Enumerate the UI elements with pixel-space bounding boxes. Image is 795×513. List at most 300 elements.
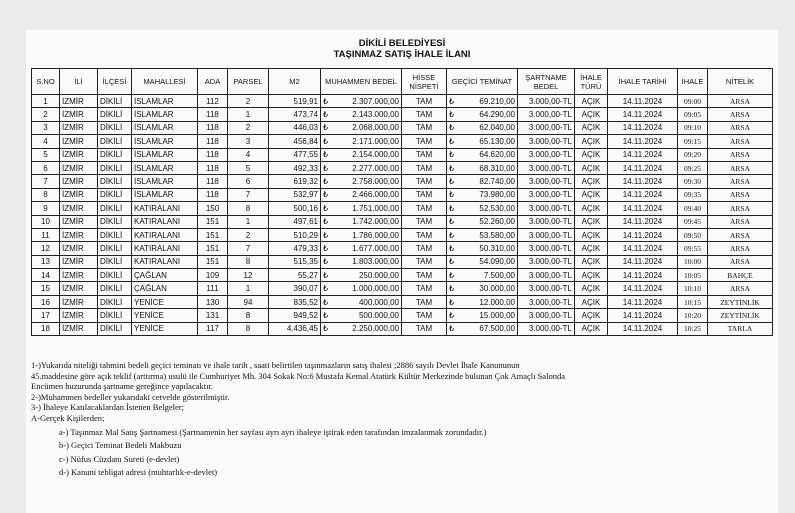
lira-symbol: ₺ [323, 177, 329, 187]
cell-muhammen-bedel [321, 175, 402, 188]
cell-sartname: 3.000,00-TL [518, 295, 575, 308]
cell-hisse: TAM [402, 242, 447, 255]
table-row [32, 95, 773, 108]
cell-ilce: DİKİLİ [98, 135, 132, 148]
cell-nitelik: ARSA [708, 175, 773, 188]
cell-ihale-turu: AÇIK [575, 228, 608, 241]
cell-teminat [447, 161, 518, 174]
cell-sno: 3 [32, 121, 60, 134]
cell-sno: 2 [32, 108, 60, 121]
cell-ihale-tarihi: 14.11.2024 [608, 255, 678, 268]
cell-muhammen-bedel-value: 500.000,00 [358, 310, 399, 320]
cell-muhammen-bedel [321, 228, 402, 241]
cell-teminat-value: 12.000,00 [479, 297, 515, 307]
cell-teminat-value: 53.580,00 [479, 230, 515, 240]
cell-sartname: 3.000,00-TL [518, 322, 575, 335]
cell-teminat [447, 228, 518, 241]
cell-ilce: DİKİLİ [98, 228, 132, 241]
cell-mahalle: İSLAMLAR [132, 148, 198, 161]
cell-muhammen-bedel-value: 1.786.000,00 [352, 230, 399, 240]
cell-ihale-tarihi: 14.11.2024 [608, 282, 678, 295]
cell-sartname: 3.000,00-TL [518, 255, 575, 268]
cell-muhammen-bedel [321, 135, 402, 148]
table-row [32, 309, 773, 322]
table-row [32, 282, 773, 295]
cell-ihale-turu: AÇIK [575, 295, 608, 308]
cell-parsel: 1 [228, 108, 269, 121]
cell-ihale-saati: 09:00 [678, 95, 708, 108]
cell-ihale-saati: 09:15 [678, 135, 708, 148]
cell-mahalle: KATIRALANI [132, 202, 198, 215]
cell-il: İZMİR [60, 188, 98, 201]
cell-ilce: DİKİLİ [98, 322, 132, 335]
lira-symbol: ₺ [449, 217, 455, 227]
document-item-a: a-) Taşınmaz Mal Satış Şartnamesi (Şartnamenin her sayfası ayrı ayrı ihaleye iştirak eden tarafından imzalanmak zorundadır.) [59, 426, 487, 437]
cell-ihale-turu: AÇIK [575, 148, 608, 161]
cell-il: İZMİR [60, 295, 98, 308]
cell-il: İZMİR [60, 175, 98, 188]
cell-teminat-value: 52.260,00 [479, 217, 515, 227]
cell-mahalle: YENİCE [132, 309, 198, 322]
cell-ilce: DİKİLİ [98, 148, 132, 161]
table-row [32, 108, 773, 121]
cell-ihale-turu: AÇIK [575, 215, 608, 228]
cell-ihale-tarihi: 14.11.2024 [608, 148, 678, 161]
cell-ihale-saati: 09:55 [678, 242, 708, 255]
cell-teminat [447, 309, 518, 322]
cell-mahalle: İSLAMLAR [132, 161, 198, 174]
cell-teminat [447, 95, 518, 108]
cell-ihale-saati: 09:35 [678, 188, 708, 201]
cell-muhammen-bedel-value: 1.000.000,00 [352, 284, 399, 294]
header-sartname-bedel: ŞARTNAME BEDEL [518, 69, 575, 95]
cell-ada: 118 [198, 188, 228, 201]
cell-ihale-turu: AÇIK [575, 135, 608, 148]
cell-teminat [447, 282, 518, 295]
cell-ada: 130 [198, 295, 228, 308]
cell-il: İZMİR [60, 148, 98, 161]
cell-il: İZMİR [60, 228, 98, 241]
lira-symbol: ₺ [449, 324, 455, 334]
cell-nitelik: ZEYTİNLİK [708, 295, 773, 308]
lira-symbol: ₺ [323, 270, 329, 280]
cell-teminat [447, 202, 518, 215]
header-muhammen-bedel: MUHAMMEN BEDEL [321, 69, 402, 95]
cell-teminat-value: 69.210,00 [479, 96, 515, 106]
cell-ihale-saati: 09:40 [678, 202, 708, 215]
cell-teminat [447, 295, 518, 308]
cell-parsel: 2 [228, 121, 269, 134]
cell-il: İZMİR [60, 95, 98, 108]
cell-sno: 9 [32, 202, 60, 215]
cell-muhammen-bedel-value: 2.307.000,00 [352, 96, 399, 106]
cell-sartname: 3.000,00-TL [518, 309, 575, 322]
cell-sno: 10 [32, 215, 60, 228]
cell-sartname: 3.000,00-TL [518, 161, 575, 174]
cell-ada: 151 [198, 255, 228, 268]
cell-hisse: TAM [402, 161, 447, 174]
cell-sartname: 3.000,00-TL [518, 95, 575, 108]
cell-parsel: 2 [228, 228, 269, 241]
notes-section [31, 360, 771, 478]
cell-muhammen-bedel [321, 95, 402, 108]
cell-ada: 118 [198, 175, 228, 188]
cell-muhammen-bedel-value: 250.000,00 [358, 270, 399, 280]
cell-ihale-tarihi: 14.11.2024 [608, 309, 678, 322]
cell-ada: 151 [198, 215, 228, 228]
cell-ada: 112 [198, 95, 228, 108]
lira-symbol: ₺ [449, 96, 455, 106]
cell-muhammen-bedel [321, 242, 402, 255]
cell-parsel: 8 [228, 202, 269, 215]
cell-parsel: 1 [228, 282, 269, 295]
cell-m2: 446,03 [269, 121, 321, 134]
cell-ihale-saati: 09:20 [678, 148, 708, 161]
cell-ilce: DİKİLİ [98, 295, 132, 308]
cell-m2: 619,32 [269, 175, 321, 188]
cell-m2: 473,74 [269, 108, 321, 121]
cell-ada: 111 [198, 282, 228, 295]
table-row [32, 161, 773, 174]
lira-symbol: ₺ [323, 190, 329, 200]
cell-hisse: TAM [402, 309, 447, 322]
cell-ihale-turu: AÇIK [575, 242, 608, 255]
cell-parsel: 3 [228, 135, 269, 148]
cell-il: İZMİR [60, 135, 98, 148]
header-gecici-teminat: GEÇİCİ TEMİNAT [447, 69, 518, 95]
cell-hisse: TAM [402, 269, 447, 282]
cell-m2: 456,84 [269, 135, 321, 148]
cell-hisse: TAM [402, 295, 447, 308]
cell-sartname: 3.000,00-TL [518, 188, 575, 201]
cell-muhammen-bedel [321, 188, 402, 201]
cell-ihale-saati: 09:05 [678, 108, 708, 121]
cell-sno: 18 [32, 322, 60, 335]
cell-teminat [447, 135, 518, 148]
cell-ada: 151 [198, 228, 228, 241]
cell-teminat-value: 73.980,00 [479, 190, 515, 200]
lira-symbol: ₺ [449, 177, 455, 187]
header-m2: M2 [269, 69, 321, 95]
cell-hisse: TAM [402, 255, 447, 268]
cell-ihale-tarihi: 14.11.2024 [608, 202, 678, 215]
cell-sartname: 3.000,00-TL [518, 269, 575, 282]
cell-il: İZMİR [60, 161, 98, 174]
cell-muhammen-bedel-value: 2.143.000,00 [352, 110, 399, 120]
cell-sartname: 3.000,00-TL [518, 121, 575, 134]
cell-ihale-tarihi: 14.11.2024 [608, 188, 678, 201]
cell-m2: 532,97 [269, 188, 321, 201]
lira-symbol: ₺ [323, 230, 329, 240]
lira-symbol: ₺ [449, 297, 455, 307]
cell-ada: 150 [198, 202, 228, 215]
cell-ihale-turu: AÇIK [575, 95, 608, 108]
cell-parsel: 12 [228, 269, 269, 282]
lira-symbol: ₺ [323, 150, 329, 160]
cell-teminat [447, 108, 518, 121]
lira-symbol: ₺ [449, 203, 455, 213]
note-3: 3-) İhaleye Katılacaklardan İstenen Belgeler; [31, 402, 184, 413]
lira-symbol: ₺ [323, 297, 329, 307]
cell-ihale-tarihi: 14.11.2024 [608, 242, 678, 255]
cell-nitelik: ARSA [708, 188, 773, 201]
cell-parsel: 94 [228, 295, 269, 308]
cell-mahalle: KATIRALANI [132, 215, 198, 228]
cell-muhammen-bedel-value: 1.742.000,00 [352, 217, 399, 227]
cell-muhammen-bedel-value: 2.758.000,00 [352, 177, 399, 187]
cell-nitelik: ARSA [708, 282, 773, 295]
cell-mahalle: KATIRALANI [132, 242, 198, 255]
cell-teminat-value: 62.040,00 [479, 123, 515, 133]
cell-ilce: DİKİLİ [98, 282, 132, 295]
cell-nitelik: ARSA [708, 255, 773, 268]
cell-ilce: DİKİLİ [98, 309, 132, 322]
cell-m2: 477,55 [269, 148, 321, 161]
cell-muhammen-bedel [321, 161, 402, 174]
cell-teminat-value: 67.500,00 [479, 324, 515, 334]
cell-hisse: TAM [402, 228, 447, 241]
document-title: DİKİLİ BELEDİYESİ [358, 38, 446, 49]
table-row [32, 148, 773, 161]
document-item-c: c-) Nüfus Cüzdanı Sureti (e-devlet) [59, 453, 180, 464]
cell-mahalle: İSLAMLAR [132, 121, 198, 134]
note-2: 2-)Muhammen bedeller yukarıdaki cetvelde gösterilmiştir. [31, 391, 230, 402]
cell-hisse: TAM [402, 175, 447, 188]
lira-symbol: ₺ [449, 284, 455, 294]
cell-muhammen-bedel-value: 1.677.000,00 [352, 243, 399, 253]
cell-ihale-saati: 10:25 [678, 322, 708, 335]
cell-mahalle: İSLAMLAR [132, 108, 198, 121]
cell-ihale-tarihi: 14.11.2024 [608, 121, 678, 134]
cell-mahalle: ÇAĞLAN [132, 282, 198, 295]
cell-mahalle: ÇAĞLAN [132, 269, 198, 282]
cell-ihale-turu: AÇIK [575, 121, 608, 134]
lira-symbol: ₺ [323, 324, 329, 334]
cell-ada: 118 [198, 121, 228, 134]
cell-mahalle: KATIRALANI [132, 255, 198, 268]
header-sno: S.NO [32, 69, 60, 95]
cell-il: İZMİR [60, 202, 98, 215]
cell-ihale-saati: 09:50 [678, 228, 708, 241]
header-mahalle: MAHALLESİ [132, 69, 198, 95]
cell-sno: 5 [32, 148, 60, 161]
table-header-row [32, 69, 773, 95]
cell-ihale-tarihi: 14.11.2024 [608, 135, 678, 148]
cell-teminat [447, 121, 518, 134]
cell-ihale-turu: AÇIK [575, 282, 608, 295]
cell-sno: 16 [32, 295, 60, 308]
document-item-b: b-) Geçici Teminat Bedeli Makbuzu [59, 440, 182, 451]
cell-hisse: TAM [402, 95, 447, 108]
cell-mahalle: İSLAMLAR [132, 135, 198, 148]
cell-parsel: 2 [228, 95, 269, 108]
cell-il: İZMİR [60, 269, 98, 282]
lira-symbol: ₺ [449, 150, 455, 160]
cell-muhammen-bedel-value: 2.250.000,00 [352, 324, 399, 334]
cell-ilce: DİKİLİ [98, 175, 132, 188]
cell-hisse: TAM [402, 188, 447, 201]
cell-sno: 6 [32, 161, 60, 174]
table-row [32, 135, 773, 148]
note-1-line-3: Encümen huzurunda şartname gereğince yapılacaktır. [31, 381, 213, 392]
cell-teminat-value: 68.310,00 [479, 163, 515, 173]
table-row [32, 228, 773, 241]
cell-mahalle: İSLAMLAR [132, 175, 198, 188]
cell-muhammen-bedel [321, 269, 402, 282]
cell-ihale-turu: AÇIK [575, 188, 608, 201]
cell-il: İZMİR [60, 322, 98, 335]
cell-ilce: DİKİLİ [98, 202, 132, 215]
lira-symbol: ₺ [323, 310, 329, 320]
cell-muhammen-bedel-value: 400.000,00 [358, 297, 399, 307]
cell-hisse: TAM [402, 282, 447, 295]
lira-symbol: ₺ [449, 190, 455, 200]
cell-parsel: 7 [228, 242, 269, 255]
cell-muhammen-bedel [321, 255, 402, 268]
cell-nitelik: ARSA [708, 108, 773, 121]
cell-muhammen-bedel-value: 2.171.000,00 [352, 136, 399, 146]
cell-nitelik: ARSA [708, 161, 773, 174]
cell-muhammen-bedel [321, 309, 402, 322]
cell-teminat [447, 322, 518, 335]
cell-parsel: 8 [228, 255, 269, 268]
cell-ihale-turu: AÇIK [575, 309, 608, 322]
cell-mahalle: YENİCE [132, 295, 198, 308]
cell-muhammen-bedel [321, 121, 402, 134]
cell-sno: 7 [32, 175, 60, 188]
cell-ihale-saati: 10:20 [678, 309, 708, 322]
table-row [32, 255, 773, 268]
cell-ihale-tarihi: 14.11.2024 [608, 95, 678, 108]
cell-ihale-tarihi: 14.11.2024 [608, 269, 678, 282]
cell-ihale-saati: 10:15 [678, 295, 708, 308]
cell-nitelik: ARSA [708, 202, 773, 215]
cell-ilce: DİKİLİ [98, 121, 132, 134]
table-row [32, 121, 773, 134]
cell-teminat-value: 64.290,00 [479, 110, 515, 120]
cell-ilce: DİKİLİ [98, 255, 132, 268]
cell-nitelik: ARSA [708, 95, 773, 108]
cell-sno: 8 [32, 188, 60, 201]
cell-teminat-value: 30.000,00 [479, 284, 515, 294]
lira-symbol: ₺ [323, 257, 329, 267]
cell-muhammen-bedel [321, 282, 402, 295]
cell-teminat [447, 188, 518, 201]
cell-m2: 390,07 [269, 282, 321, 295]
cell-parsel: 6 [228, 175, 269, 188]
lira-symbol: ₺ [323, 96, 329, 106]
table-body [32, 95, 773, 336]
lira-symbol: ₺ [323, 203, 329, 213]
cell-sartname: 3.000,00-TL [518, 228, 575, 241]
cell-sno: 17 [32, 309, 60, 322]
cell-parsel: 1 [228, 215, 269, 228]
cell-ada: 118 [198, 108, 228, 121]
lira-symbol: ₺ [323, 284, 329, 294]
cell-hisse: TAM [402, 108, 447, 121]
cell-ilce: DİKİLİ [98, 215, 132, 228]
table-row [32, 215, 773, 228]
cell-teminat-value: 50.310,00 [479, 243, 515, 253]
cell-ihale-tarihi: 14.11.2024 [608, 295, 678, 308]
cell-parsel: 8 [228, 309, 269, 322]
cell-teminat [447, 255, 518, 268]
cell-teminat-value: 64.620,00 [479, 150, 515, 160]
cell-ihale-saati: 10:05 [678, 269, 708, 282]
cell-il: İZMİR [60, 242, 98, 255]
cell-muhammen-bedel-value: 1.751.000,00 [352, 203, 399, 213]
cell-teminat [447, 269, 518, 282]
cell-ilce: DİKİLİ [98, 269, 132, 282]
cell-nitelik: TARLA [708, 322, 773, 335]
header-hisse-nispeti: HİSSE NİSPETİ [402, 69, 447, 95]
note-1-line-1: 1-)Yukarıda niteliği tahmini bedeli geçici teminatı ve ihale tarih , saati belirtilen taşınmazların satış ihalesi ;2886 sayılı Devlet İhale Kanununun [31, 360, 520, 370]
cell-mahalle: İSLAMLAR [132, 188, 198, 201]
cell-teminat-value: 54.090,00 [479, 257, 515, 267]
cell-m2: 519,91 [269, 95, 321, 108]
cell-m2: 515,35 [269, 255, 321, 268]
cell-ada: 118 [198, 148, 228, 161]
cell-sartname: 3.000,00-TL [518, 282, 575, 295]
cell-ihale-saati: 09:25 [678, 161, 708, 174]
cell-parsel: 8 [228, 322, 269, 335]
cell-nitelik: ARSA [708, 148, 773, 161]
document-page [26, 30, 778, 513]
cell-ihale-saati: 09:45 [678, 215, 708, 228]
cell-ihale-turu: AÇIK [575, 269, 608, 282]
cell-mahalle: KATIRALANI [132, 228, 198, 241]
cell-teminat [447, 242, 518, 255]
table-row [32, 202, 773, 215]
cell-muhammen-bedel [321, 295, 402, 308]
cell-hisse: TAM [402, 148, 447, 161]
cell-muhammen-bedel [321, 215, 402, 228]
cell-ilce: DİKİLİ [98, 242, 132, 255]
header-ilce: İLÇESİ [98, 69, 132, 95]
lira-symbol: ₺ [323, 163, 329, 173]
cell-teminat-value: 15.000,00 [479, 310, 515, 320]
cell-ihale-tarihi: 14.11.2024 [608, 175, 678, 188]
cell-hisse: TAM [402, 215, 447, 228]
cell-parsel: 7 [228, 188, 269, 201]
document-subtitle: TAŞINMAZ SATIŞ İHALE İLANI [333, 49, 471, 60]
document-item-d: d-) Kanuni tebligat adresi (muhtarlık-e-devlet) [59, 467, 218, 478]
cell-muhammen-bedel-value: 2.068.000,00 [352, 123, 399, 133]
cell-teminat-value: 82.740,00 [479, 177, 515, 187]
table-row [32, 242, 773, 255]
table-row [32, 295, 773, 308]
cell-il: İZMİR [60, 215, 98, 228]
cell-parsel: 5 [228, 161, 269, 174]
cell-hisse: TAM [402, 135, 447, 148]
cell-ihale-turu: AÇIK [575, 108, 608, 121]
cell-m2: 510,29 [269, 228, 321, 241]
header-ihale-saati: İHALE [678, 69, 708, 95]
lira-symbol: ₺ [449, 257, 455, 267]
cell-ada: 118 [198, 161, 228, 174]
cell-ihale-tarihi: 14.11.2024 [608, 215, 678, 228]
cell-ihale-turu: AÇIK [575, 202, 608, 215]
cell-sno: 1 [32, 95, 60, 108]
cell-nitelik: ARSA [708, 121, 773, 134]
cell-il: İZMİR [60, 121, 98, 134]
cell-m2: 55,27 [269, 269, 321, 282]
header-il: İLİ [60, 69, 98, 95]
cell-teminat [447, 175, 518, 188]
lira-symbol: ₺ [449, 110, 455, 120]
note-1-line-2: 45.maddesine göre açık teklif (arttırma) usulü ile Cumhuriyet Mh. 304 Sokak No:6 Mustafa Kemal Atatürk Kültür Merkezinde bulunan Çok Amaçlı Salonda [31, 370, 565, 381]
cell-il: İZMİR [60, 108, 98, 121]
